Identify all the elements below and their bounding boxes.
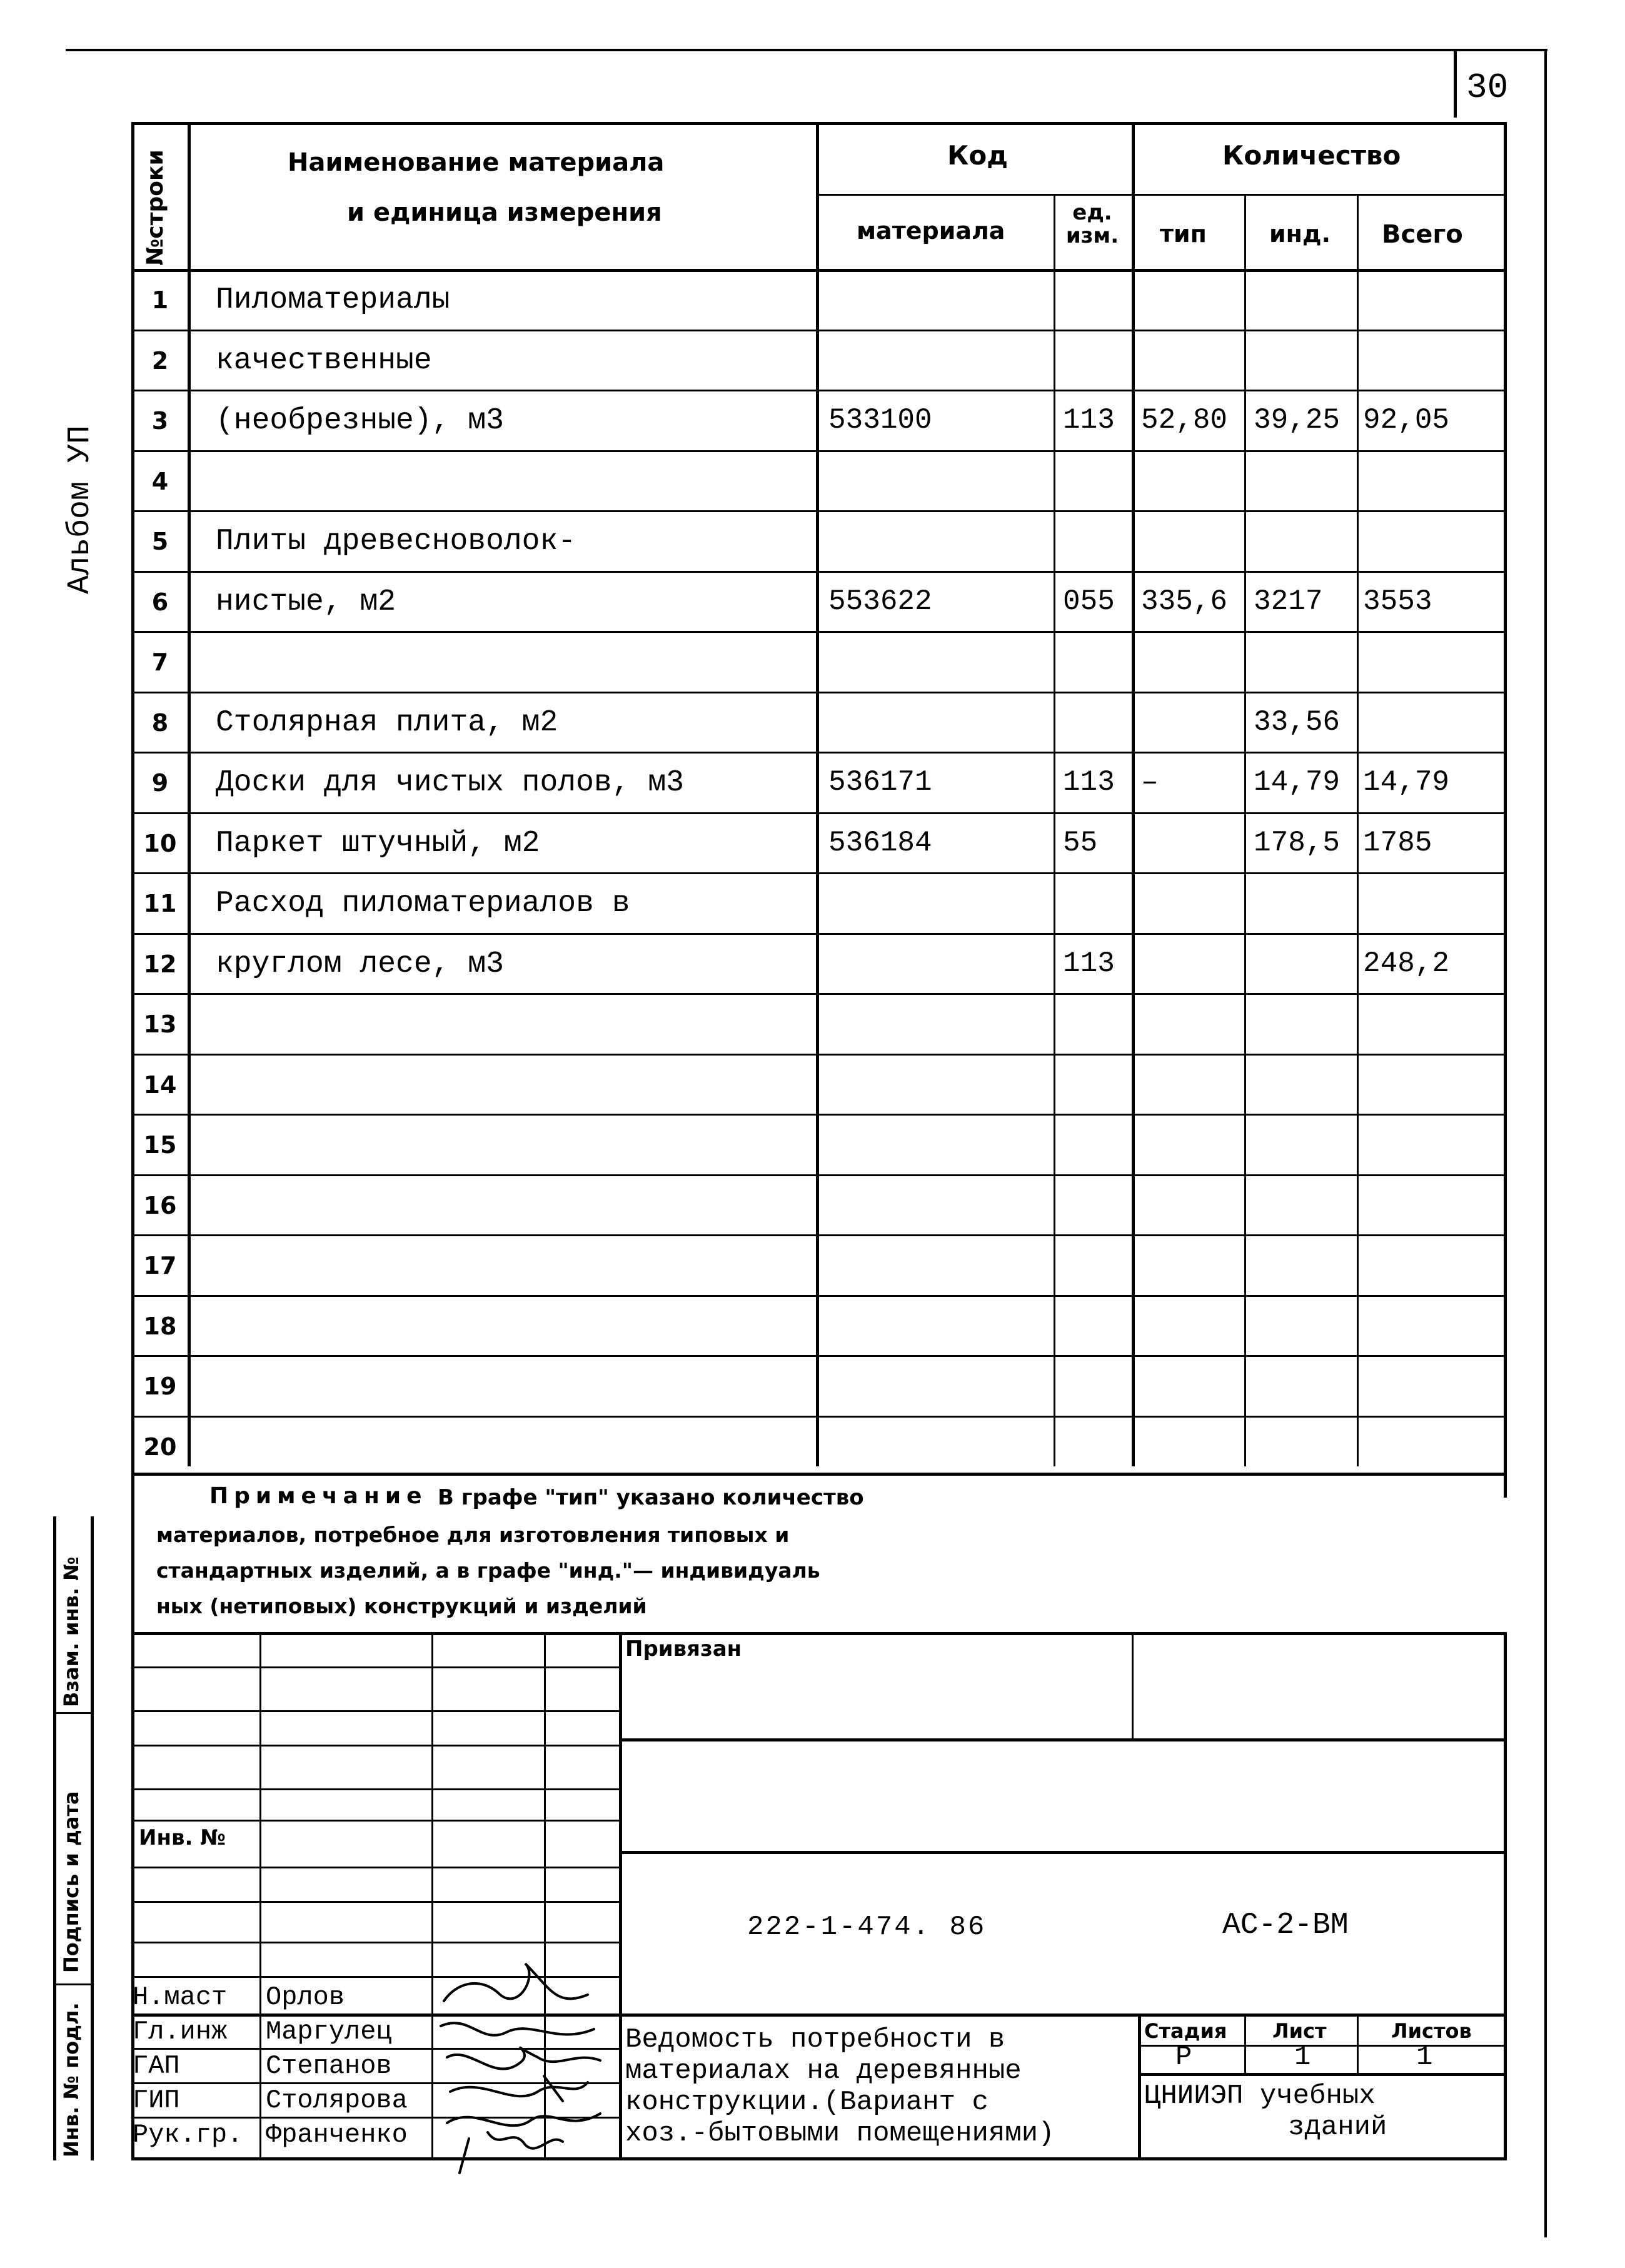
codes-top	[619, 1851, 1507, 1854]
top-border	[66, 49, 1547, 51]
row-separator	[131, 812, 1507, 814]
stage-label: Стадия	[1144, 2019, 1227, 2043]
row-separator	[131, 631, 1507, 633]
row-number: 17	[143, 1252, 177, 1279]
row-separator	[131, 571, 1507, 573]
grid-h5	[131, 1820, 619, 1822]
table-right-border	[1504, 122, 1507, 1498]
side-vzam: Взам. инв. №	[59, 1556, 83, 1707]
row-separator	[131, 752, 1507, 753]
signer-role: ГАП	[133, 2051, 180, 2081]
signer-role: Гл.инж	[133, 2017, 228, 2047]
sheets-value: 1	[1416, 2042, 1433, 2073]
row-ind: 178,5	[1254, 826, 1341, 859]
signer-name: Столярова	[266, 2085, 408, 2115]
row-separator	[131, 872, 1507, 874]
doc-title-line2: материалах на деревянные	[625, 2055, 1022, 2087]
row-separator	[131, 510, 1507, 512]
side-col-sep1	[53, 1712, 94, 1714]
sheets-label: Листов	[1391, 2019, 1472, 2043]
col-line-name	[816, 122, 819, 1466]
header-name-line2: и единица измерения	[347, 198, 662, 227]
row-number: 9	[151, 769, 169, 797]
note-line4: ных (нетиповых) конструкций и изделий	[156, 1594, 647, 1618]
row-number: 7	[151, 648, 169, 676]
row-separator	[131, 1355, 1507, 1357]
row-name: Расход пиломатериалов в	[216, 887, 630, 920]
row-separator	[131, 330, 1507, 331]
row-code: 536171	[828, 766, 932, 799]
row-number: 13	[143, 1011, 177, 1038]
grid-h6	[131, 1867, 619, 1868]
row-total: 248,2	[1363, 947, 1450, 980]
side-col-sep2	[53, 1983, 94, 1985]
header-code-unit: ед. изм.	[1065, 200, 1119, 249]
row-separator	[131, 1234, 1507, 1236]
signer-role: ГИП	[133, 2085, 180, 2115]
right-border	[1544, 49, 1547, 2237]
doc-title-line1: Ведомость потребности в	[625, 2024, 1005, 2055]
doc-title-line4: хоз.-бытовыми помещениями)	[625, 2118, 1055, 2149]
grid-h8	[131, 1942, 619, 1943]
grid-h2	[131, 1710, 619, 1712]
row-separator	[131, 450, 1507, 452]
doc-title-line3: конструкции.(Вариант с	[625, 2087, 989, 2118]
header-code-group: Код	[947, 140, 1009, 171]
inv-label: Инв. №	[139, 1825, 226, 1850]
row-separator	[131, 1054, 1507, 1056]
row-number: 16	[143, 1191, 177, 1219]
row-separator	[131, 1114, 1507, 1116]
org-line1: ЦНИИЭП учебных	[1144, 2080, 1376, 2112]
row-unit: 055	[1063, 585, 1115, 618]
stage-value: Р	[1175, 2042, 1192, 2073]
stage-col1	[1244, 2013, 1246, 2073]
page-number-box-left	[1454, 49, 1457, 118]
signer-name: Степанов	[266, 2051, 392, 2081]
table-top-border	[131, 122, 1507, 125]
row-number: 5	[151, 528, 169, 555]
row-number: 20	[143, 1433, 177, 1461]
row-code: 553622	[828, 585, 932, 618]
grid-h1	[131, 1666, 619, 1668]
header-name-line1: Наименование материала	[288, 148, 665, 177]
row-unit: 113	[1063, 404, 1115, 436]
row-separator	[131, 933, 1507, 935]
row-number: 15	[143, 1131, 177, 1159]
row-separator	[131, 1295, 1507, 1297]
signer-name: Франченко	[266, 2120, 408, 2150]
row-separator	[131, 993, 1507, 995]
note-line3: стандартных изделий, а в графе "инд."— индивидуаль	[156, 1558, 820, 1583]
row-name: (необрезные), м3	[216, 404, 504, 438]
row-total: 3553	[1363, 585, 1432, 618]
stamp-right-border	[1504, 1632, 1507, 2160]
row-code: 533100	[828, 404, 932, 436]
side-col-left	[53, 1516, 56, 2160]
sheet-label: Лист	[1272, 2019, 1327, 2043]
row-name: Пиломатериалы	[216, 283, 450, 317]
signer-name: Орлов	[266, 1982, 345, 2012]
col-line-type	[1244, 194, 1246, 1466]
row-type: 335,6	[1141, 585, 1228, 618]
table-left-border	[131, 122, 134, 1498]
header-row-no: №строки	[143, 149, 168, 266]
bound-bottom	[619, 1738, 1507, 1741]
row-total: 92,05	[1363, 404, 1450, 436]
row-type: 52,80	[1141, 404, 1228, 436]
table-body-bottom	[131, 1473, 1507, 1476]
row-number: 8	[151, 708, 169, 737]
row-name: Столярная плита, м2	[216, 705, 558, 740]
header-mid-line	[819, 194, 1504, 196]
row-name: Доски для чистых полов, м3	[216, 766, 684, 800]
note-line2: материалов, потребное для изготовления типовых и	[156, 1523, 790, 1547]
page-number: 30	[1466, 68, 1509, 108]
signer-name: Маргулец	[266, 2017, 392, 2047]
row-unit: 113	[1063, 766, 1115, 799]
row-total: 14,79	[1363, 766, 1450, 799]
title-org-divider	[1138, 2013, 1141, 2157]
grid-h4	[131, 1788, 619, 1790]
album-label: Альбом УП	[63, 425, 98, 594]
signer-role: Н.маст	[133, 1982, 228, 2012]
row-total: 1785	[1363, 826, 1432, 859]
header-code-material: материала	[857, 217, 1005, 244]
header-qty-group: Количество	[1222, 140, 1401, 171]
row-number: 14	[143, 1071, 177, 1099]
row-number: 1	[151, 286, 169, 314]
row-name: качественные	[216, 343, 432, 378]
doc-code: АС-2-ВМ	[1222, 1908, 1349, 1942]
col-line-unit	[1132, 122, 1135, 1466]
bound-divider	[1132, 1632, 1134, 1741]
row-separator	[131, 692, 1507, 693]
row-number: 18	[143, 1312, 177, 1340]
stage-col2	[1357, 2013, 1359, 2073]
row-separator	[131, 1174, 1507, 1176]
row-ind: 33,56	[1254, 705, 1341, 738]
row-number: 12	[143, 950, 177, 978]
row-number: 6	[151, 588, 169, 616]
grid-h7	[131, 1901, 619, 1903]
row-name: круглом лесе, м3	[216, 947, 504, 981]
row-unit: 55	[1063, 826, 1098, 859]
row-separator	[131, 390, 1507, 391]
side-podpis: Подпись и дата	[59, 1791, 83, 1973]
header-bottom-line	[131, 269, 1507, 272]
bound-label: Привязан	[625, 1636, 742, 1661]
header-qty-ind: инд.	[1269, 220, 1331, 248]
sheet-value: 1	[1294, 2042, 1311, 2073]
header-qty-type: тип	[1160, 220, 1207, 248]
header-qty-total: Всего	[1382, 220, 1463, 249]
grid-h3	[131, 1745, 619, 1746]
row-ind: 3217	[1254, 585, 1323, 618]
col-line-code	[1054, 194, 1055, 1466]
note-title: Примечание	[209, 1483, 428, 1509]
handwritten-signatures	[431, 1951, 631, 2189]
row-code: 536184	[828, 826, 932, 859]
row-name: Плиты древесноволок-	[216, 525, 576, 558]
col-line-ind	[1357, 194, 1359, 1466]
project-code: 222-1-474. 86	[747, 1912, 987, 1943]
stage-row2	[1138, 2073, 1507, 2076]
stage-row1	[1138, 2045, 1507, 2047]
row-name: нистые, м2	[216, 585, 396, 619]
row-number: 2	[151, 346, 169, 375]
stamp-top-line	[131, 1632, 1507, 1635]
row-number: 4	[151, 467, 169, 495]
signer-role: Рук.гр.	[133, 2120, 243, 2150]
row-number: 19	[143, 1373, 177, 1400]
side-inv: Инв. № подл.	[59, 2002, 83, 2157]
row-number: 10	[143, 829, 177, 857]
row-separator	[131, 1416, 1507, 1418]
stamp-bottom-line	[131, 2157, 1507, 2160]
row-name: Паркет штучный, м2	[216, 826, 540, 860]
org-line2: зданий	[1288, 2112, 1387, 2143]
row-number: 3	[151, 407, 169, 435]
row-unit: 113	[1063, 947, 1115, 980]
row-type: –	[1141, 766, 1159, 799]
row-ind: 39,25	[1254, 404, 1341, 436]
note-line1: В графе "тип" указано количество	[438, 1485, 864, 1510]
row-ind: 14,79	[1254, 766, 1341, 799]
side-col-right	[91, 1516, 94, 2160]
row-number: 11	[143, 890, 177, 917]
